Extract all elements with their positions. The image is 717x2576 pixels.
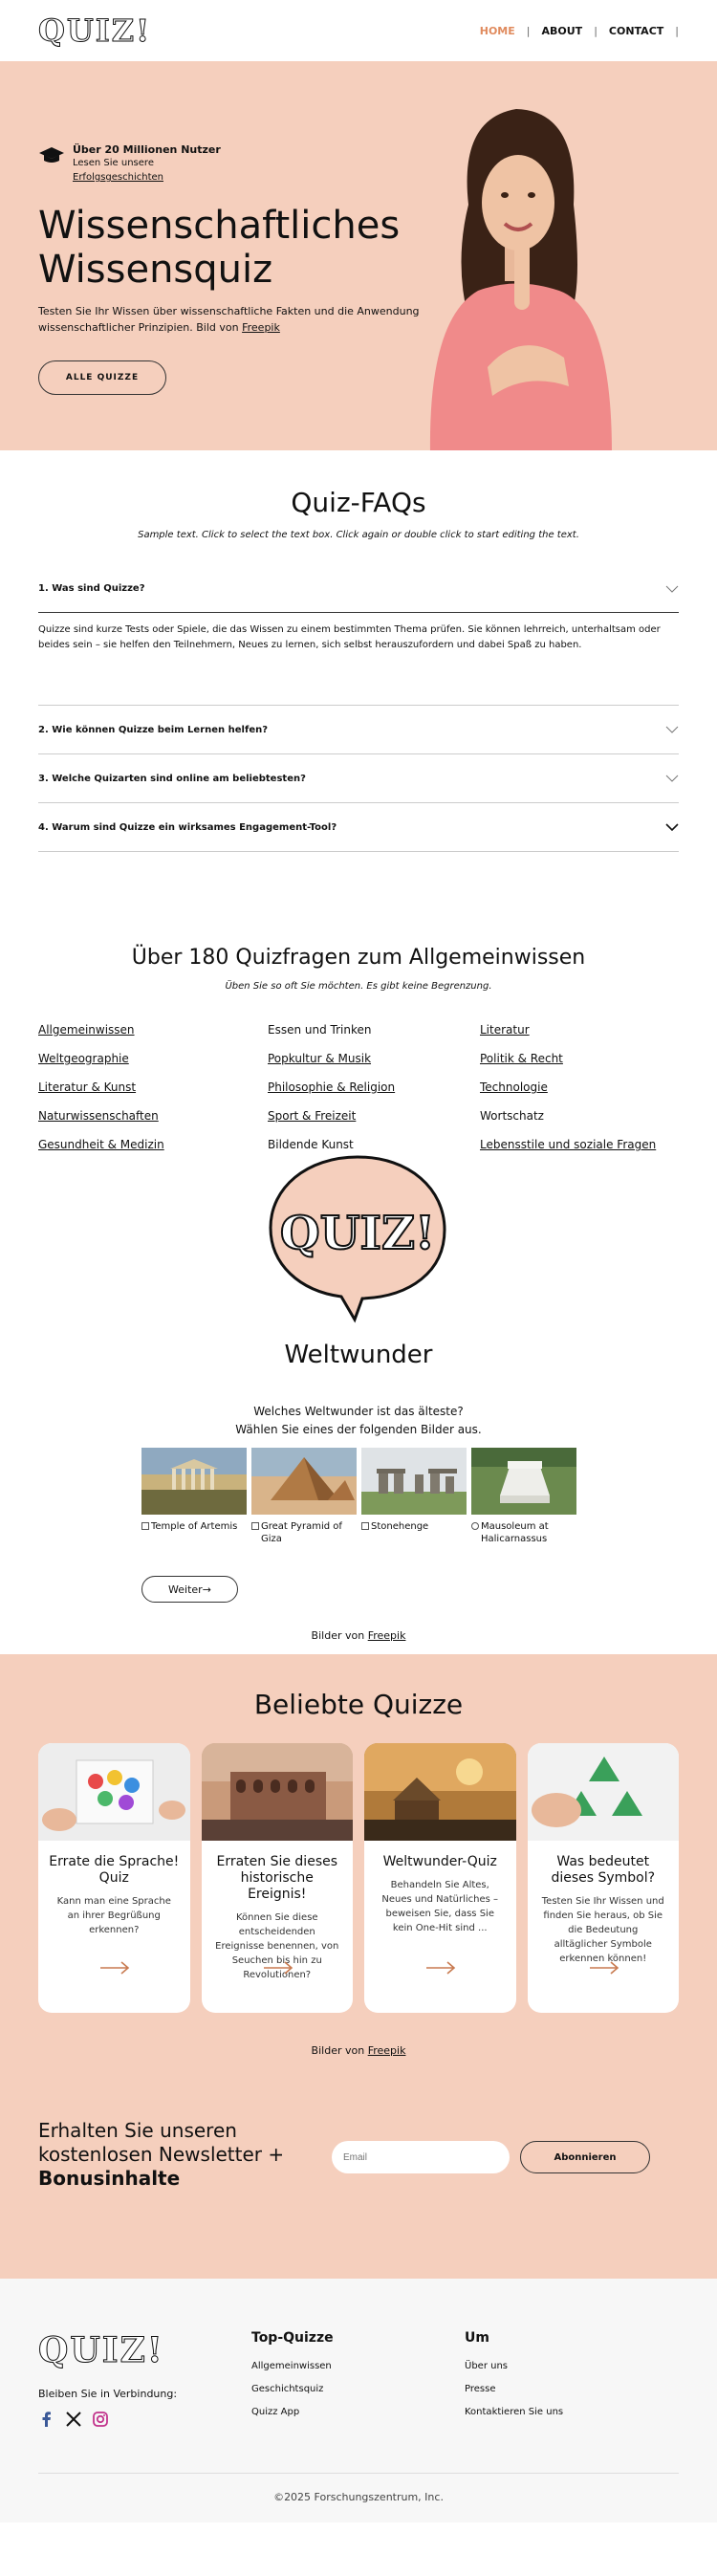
mausoleum-image[interactable] xyxy=(471,1448,576,1515)
footer-column-top-quizzes xyxy=(251,2330,334,2430)
question-line2: Wählen Sie eines der folgenden Bilder aus. xyxy=(235,1423,482,1436)
instagram-icon[interactable] xyxy=(92,2411,109,2428)
footer-link[interactable]: Presse xyxy=(465,2384,496,2394)
option-label: Mausoleum at Halicarnassus xyxy=(481,1521,549,1544)
site-logo[interactable]: QUIZ! xyxy=(38,12,152,49)
wonders-quiz-image xyxy=(364,1743,516,1841)
card-title: Was bedeutet dieses Symbol? xyxy=(551,1854,656,1886)
faq-question-text: 4. Warum sind Quizze ein wirksames Engagement-Tool? xyxy=(38,821,337,833)
faq-answer: Quizze sind kurze Tests oder Spiele, die das Wissen zu einem bestimmten Thema prüfen. Sie können lehrreich, unterhaltsam oder beides sein – sie helfen den Teilnehmern, Neues zu lernen, sich selbst herauszufordern und dabei Spaß zu haben. xyxy=(38,624,661,650)
footer-column-title: Um xyxy=(465,2330,489,2346)
connect-label: Bleiben Sie in Verbindung: xyxy=(38,2388,178,2400)
facebook-icon[interactable] xyxy=(38,2411,55,2428)
site-header xyxy=(0,0,717,61)
quiz-card[interactable] xyxy=(38,1743,190,2013)
recycle-symbol-image xyxy=(528,1743,680,1841)
faq-question[interactable] xyxy=(38,706,679,753)
nav-separator: | xyxy=(526,24,531,37)
next-button[interactable]: Weiter→ xyxy=(141,1576,238,1603)
card-text: Kann man eine Sprache an ihrer Begrüßung erkennen? xyxy=(56,1896,171,1935)
nav-separator: | xyxy=(675,24,679,37)
card-title: Erraten Sie dieses historische Ereignis! xyxy=(216,1854,338,1902)
site-footer xyxy=(0,2279,717,2522)
option-label: Great Pyramid of Giza xyxy=(261,1521,342,1544)
arrow-right-icon[interactable] xyxy=(263,1961,293,1975)
chevron-down-icon xyxy=(665,823,679,831)
popular-title: Beliebte Quizze xyxy=(253,1689,464,1720)
radio-box[interactable] xyxy=(361,1522,369,1530)
popular-quizzes-section xyxy=(0,1654,717,2119)
category-link[interactable]: Weltgeographie xyxy=(38,1052,129,1065)
newsletter-line3: Bonusinhalte xyxy=(38,2167,181,2190)
card-title: Weltwunder-Quiz xyxy=(382,1854,497,1869)
faq-question-text: 3. Welche Quizarten sind online am beliebtesten? xyxy=(38,773,306,784)
faq-item xyxy=(38,754,679,803)
footer-link[interactable]: Allgemeinwissen xyxy=(251,2361,332,2371)
freepik-link[interactable]: Freepik xyxy=(367,2044,406,2057)
x-twitter-icon[interactable] xyxy=(65,2411,82,2428)
nav-contact[interactable]: CONTACT xyxy=(608,24,664,37)
faq-list xyxy=(38,565,679,852)
category-link[interactable]: Literatur xyxy=(480,1023,530,1037)
option-label: Temple of Artemis xyxy=(151,1521,238,1532)
wonder-option[interactable] xyxy=(141,1520,247,1545)
wonder-option[interactable] xyxy=(471,1520,576,1545)
all-quizzes-button[interactable]: ALLE QUIZZE xyxy=(38,360,166,395)
stonehenge-image[interactable] xyxy=(361,1448,467,1515)
faq-item xyxy=(38,706,679,754)
wonder-title: Weltwunder xyxy=(284,1341,433,1369)
success-stories-link[interactable]: Erfolgsgeschichten xyxy=(73,172,163,183)
question-line1: Welches Weltwunder ist das älteste? xyxy=(253,1405,464,1418)
footer-column-title: Top-Quizze xyxy=(251,2330,334,2346)
faq-question[interactable] xyxy=(38,565,679,613)
nav-separator: | xyxy=(594,24,598,37)
category-link[interactable]: Bildende Kunst xyxy=(268,1138,354,1151)
chevron-down-icon xyxy=(665,775,679,782)
faq-item xyxy=(38,565,679,706)
image-credit xyxy=(0,1629,717,1642)
history-quiz-image xyxy=(202,1743,354,1841)
card-text: Können Sie diese entscheidenden Ereignisse benennen, von Seuchen bis hin zu Revolutionen? xyxy=(215,1912,339,1980)
footer-link[interactable]: Geschichtsquiz xyxy=(251,2384,324,2394)
faq-title: Quiz-FAQs xyxy=(291,487,426,518)
category-link[interactable]: Literatur & Kunst xyxy=(38,1081,137,1094)
newsletter-line2: kostenlosen Newsletter + xyxy=(38,2143,285,2166)
users-title: Über 20 Millionen Nutzer xyxy=(73,143,221,156)
newsletter-section xyxy=(0,2119,717,2279)
faq-section xyxy=(0,450,717,877)
category-link[interactable]: Wortschatz xyxy=(480,1109,544,1123)
faq-question[interactable] xyxy=(38,754,679,802)
category-link[interactable]: Sport & Freizeit xyxy=(268,1109,357,1123)
category-link[interactable]: Philosophie & Religion xyxy=(268,1081,396,1094)
arrow-right-icon[interactable] xyxy=(589,1961,619,1975)
nav-home[interactable]: HOME xyxy=(479,24,515,37)
category-link[interactable]: Essen und Trinken xyxy=(268,1023,372,1037)
temple-of-artemis-image[interactable] xyxy=(141,1448,247,1515)
wonder-question xyxy=(0,1403,717,1439)
card-text: Testen Sie Ihr Wissen und finden Sie heraus, ob Sie die Bedeutung alltäglicher Symbole erkennen können! xyxy=(541,1896,664,1964)
radio-box[interactable] xyxy=(471,1522,479,1530)
newsletter-text xyxy=(38,2119,284,2191)
radio-box[interactable] xyxy=(141,1522,149,1530)
option-label: Stonehenge xyxy=(371,1521,429,1532)
pyramid-of-giza-image[interactable] xyxy=(251,1448,357,1515)
credit-text: Bilder von xyxy=(311,2044,365,2057)
freepik-link[interactable]: Freepik xyxy=(367,1629,406,1642)
footer-divider xyxy=(38,2473,679,2474)
wonder-quiz-section xyxy=(0,1130,717,1654)
card-text: Behandeln Sie Altes, Neues und Natürliches – beweisen Sie, dass Sie kein One-Hit sind ... xyxy=(381,1880,499,1933)
wonder-images xyxy=(141,1448,576,1515)
categories-title: Über 180 Quizfragen zum Allgemeinwissen xyxy=(131,946,586,970)
card-title: Errate die Sprache! Quiz xyxy=(49,1854,180,1886)
subscribe-button[interactable]: Abonnieren xyxy=(520,2141,650,2173)
copyright: ©2025 Forschungszentrum, Inc. xyxy=(273,2491,444,2503)
wonder-option[interactable] xyxy=(361,1520,467,1545)
arrow-right-icon[interactable] xyxy=(99,1961,130,1975)
categories-section xyxy=(0,877,717,1151)
language-quiz-image xyxy=(38,1743,190,1841)
category-link[interactable]: Politik & Recht xyxy=(480,1052,563,1065)
arrow-right-icon[interactable] xyxy=(425,1961,456,1975)
quiz-card[interactable] xyxy=(364,1743,516,2013)
faq-question[interactable] xyxy=(38,803,679,851)
categories-subtitle: Üben Sie so oft Sie möchten. Es gibt keine Begrenzung. xyxy=(225,981,492,992)
faq-item xyxy=(38,803,679,852)
wonder-option[interactable] xyxy=(251,1520,357,1545)
hero-section xyxy=(0,61,717,450)
hero-title-line1: Wissenschaftliches xyxy=(38,204,401,248)
radio-box[interactable] xyxy=(251,1522,259,1530)
main-nav xyxy=(468,25,679,37)
category-link[interactable]: Naturwissenschaften xyxy=(38,1109,159,1123)
hero-content xyxy=(38,143,421,395)
freepik-link[interactable]: Freepik xyxy=(242,321,280,334)
faq-question-text: 2. Wie können Quizze beim Lernen helfen? xyxy=(38,724,269,735)
hero-title-line2: Wissensquiz xyxy=(38,248,273,292)
nav-about[interactable]: ABOUT xyxy=(541,24,583,37)
hero-text xyxy=(38,303,421,336)
faq-question-text: 1. Was sind Quizze? xyxy=(38,583,145,594)
social-links xyxy=(38,2411,109,2428)
hero-title xyxy=(38,204,421,292)
hero-description: Testen Sie Ihr Wissen über wissenschaftliche Fakten und die Anwendung wissenschaftlicher Prinzipien. Bild von xyxy=(38,305,420,334)
footer-logo[interactable]: QUIZ! xyxy=(38,2330,164,2370)
credit-text: Bilder von xyxy=(311,1629,365,1642)
wonder-options xyxy=(141,1520,576,1545)
users-subtitle: Lesen Sie unsere xyxy=(73,158,154,168)
category-link[interactable]: Popkultur & Musik xyxy=(268,1052,372,1065)
faq-subtitle: Sample text. Click to select the text box. Click again or double click to start editing the text. xyxy=(138,530,579,540)
image-credit xyxy=(0,2044,717,2057)
footer-link[interactable]: Quizz App xyxy=(251,2407,300,2417)
graduation-cap-icon xyxy=(38,145,65,164)
quiz-bubble-image xyxy=(267,1153,448,1323)
category-link[interactable]: Gesundheit & Medizin xyxy=(38,1138,164,1151)
bubble-text: QUIZ! xyxy=(279,1207,436,1260)
users-badge xyxy=(38,143,421,185)
newsletter-line1: Erhalten Sie unseren xyxy=(38,2119,237,2142)
category-link[interactable]: Technologie xyxy=(480,1081,548,1094)
chevron-down-icon xyxy=(665,726,679,733)
quiz-cards xyxy=(38,1743,679,2013)
category-link[interactable]: Allgemeinwissen xyxy=(38,1023,135,1037)
email-field[interactable] xyxy=(332,2141,510,2173)
quiz-card[interactable] xyxy=(528,1743,680,2013)
footer-link[interactable]: Kontaktieren Sie uns xyxy=(465,2407,564,2417)
footer-link[interactable]: Über uns xyxy=(465,2361,508,2371)
hero-woman-photo xyxy=(402,99,631,450)
category-link[interactable]: Lebensstile und soziale Fragen xyxy=(480,1138,657,1151)
footer-column-about xyxy=(465,2330,563,2430)
quiz-card[interactable] xyxy=(202,1743,354,2013)
chevron-down-icon xyxy=(665,585,679,593)
